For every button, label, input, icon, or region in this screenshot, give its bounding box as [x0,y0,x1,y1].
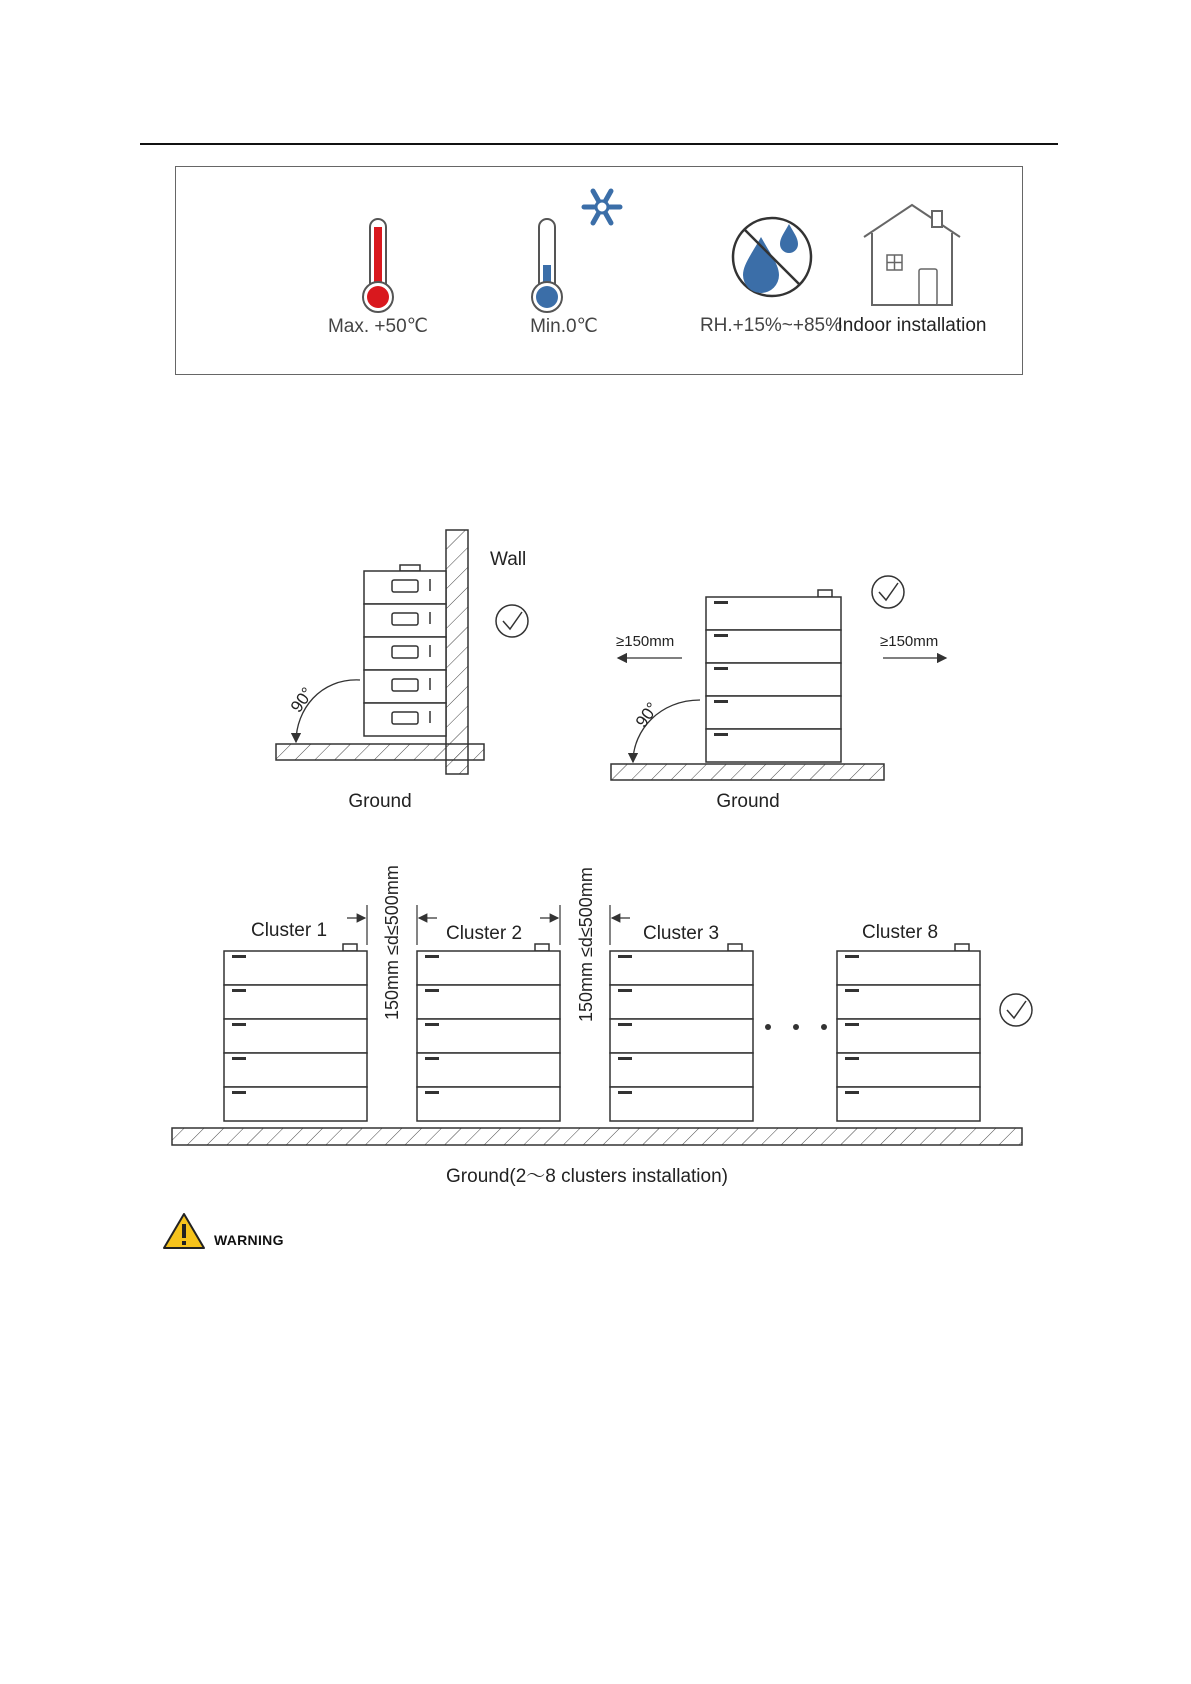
indoor-installation-item [812,167,1012,376]
min-temperature-label: Min.0℃ [530,316,598,337]
installation-diagram [0,520,1191,1200]
indoor-installation-label: Indoor installation [837,315,987,336]
cluster-ground-label: Ground(2～8 clusters installation) [446,1166,728,1187]
header-rule [140,143,1058,145]
cluster-3-label: Cluster 3 [642,923,720,944]
free-standing-installation-diagram [611,576,946,812]
ground-slab [611,764,884,780]
wall-installation-diagram [276,530,528,812]
spacing-label-1: 150mm ≤d≤500mm [382,865,402,1020]
max-temperature-label: Max. +50℃ [327,316,429,337]
battery-stack-free [706,590,841,762]
ground-slab [276,744,484,760]
house-icon [812,167,1012,317]
environment-requirements-panel [175,166,1023,375]
snowflake-icon [584,191,620,223]
cluster-2-label: Cluster 2 [445,923,523,944]
cluster-installation-diagram [172,865,1032,1187]
wall-label: Wall [490,549,527,570]
check-icon [496,605,528,637]
right-clearance-label: ≥150mm [880,633,939,650]
ground-slab [172,1128,1022,1145]
cluster-8-label: Cluster 8 [861,922,939,943]
humidity-label: RH.+15%~+85% [699,315,843,336]
warning-label: WARNING [214,1232,284,1248]
check-icon [1000,994,1032,1026]
max-temperature-item [278,167,478,376]
cluster-1-label: Cluster 1 [250,920,328,941]
warning-notice [162,1212,284,1252]
warning-triangle-icon [162,1212,206,1250]
ground-label-wall: Ground [348,791,412,812]
spacing-label-2: 150mm ≤d≤500mm [576,867,596,1022]
angle-label-wall: 90° [286,683,318,716]
left-clearance-label: ≥150mm [616,633,675,650]
check-icon [872,576,904,608]
thermometer-cold-icon [464,167,664,317]
battery-stack-wall [364,565,446,736]
ground-label-free: Ground [716,791,780,812]
angle-label-free: 90° [631,698,663,731]
min-temperature-item [464,167,664,376]
wall [446,530,468,774]
thermometer-hot-icon [278,167,478,317]
